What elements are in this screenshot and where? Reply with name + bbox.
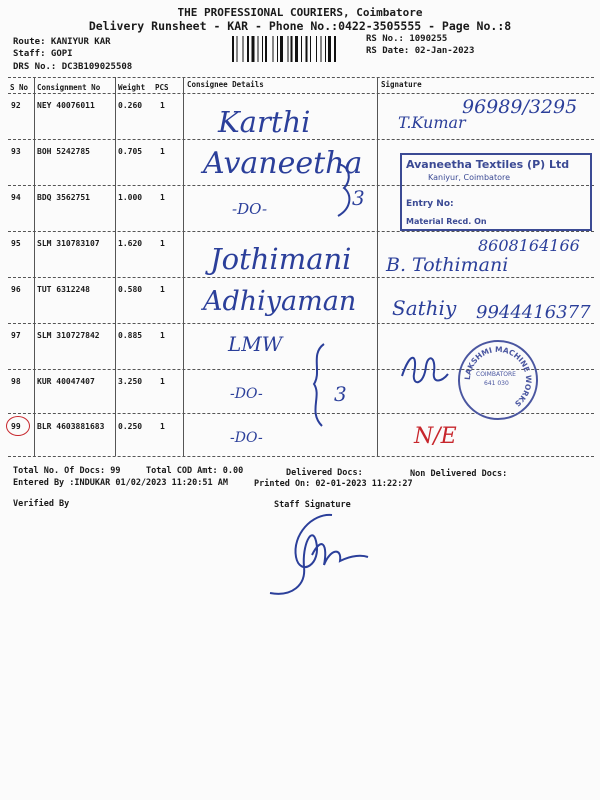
cell-weight: 0.885 (118, 331, 143, 340)
barcode-bar (334, 36, 336, 62)
cell-pcs: 1 (160, 377, 165, 386)
cell-consignment-no: KUR 40047407 (37, 377, 95, 386)
barcode-bar (262, 36, 263, 62)
barcode-bar (306, 36, 308, 62)
column-divider (34, 77, 35, 456)
col-header-sno: S No (10, 83, 29, 92)
barcode-bar (273, 36, 274, 62)
barcode-bar (310, 36, 311, 62)
handwritten-phone: 9944416377 (476, 302, 591, 323)
stamp-entry-label: Entry No: (406, 199, 454, 209)
stamp-company-name: Avaneetha Textiles (P) Ltd (406, 158, 570, 171)
cell-sno: 93 (11, 147, 21, 156)
row-divider (8, 323, 594, 324)
barcode-bar (321, 36, 322, 62)
cell-consignment-no: BOH 5242785 (37, 147, 90, 156)
table-top-rule (8, 77, 594, 78)
route-label: Route: KANIYUR KAR (13, 37, 111, 47)
cell-weight: 0.705 (118, 147, 143, 156)
handwritten-signature-scribble (396, 346, 452, 392)
cell-sno: 98 (11, 377, 21, 386)
staff-signature-label: Staff Signature (274, 500, 351, 510)
cell-weight: 3.250 (118, 377, 143, 386)
cell-consignment-no: BDQ 3562751 (37, 193, 90, 202)
red-circle-mark (6, 416, 30, 436)
cell-pcs: 1 (160, 193, 165, 202)
handwritten-signature: B. Tothimani (386, 254, 509, 276)
entered-by: Entered By :INDUKAR 01/02/2023 11:20:51 AM (13, 478, 228, 488)
col-header-signature: Signature (381, 80, 422, 89)
cell-weight: 0.580 (118, 285, 143, 294)
barcode-bar (252, 36, 255, 62)
runsheet-subtitle: Delivery Runsheet - KAR - Phone No.:0422-3505555 - Page No.:8 (88, 19, 512, 33)
handwritten-signature: Sathiy (392, 296, 457, 320)
barcode-bar (247, 36, 249, 62)
cell-consignment-no: BLR 4603881683 (37, 422, 105, 431)
cell-pcs: 1 (160, 285, 165, 294)
barcode-image (232, 36, 360, 62)
cell-pcs: 1 (160, 331, 165, 340)
rs-date: RS Date: 02-Jan-2023 (366, 46, 475, 56)
column-divider (183, 77, 184, 456)
cell-sno: 97 (11, 331, 21, 340)
handwritten-consignee: Jothimani (210, 242, 352, 276)
stamp-place: Kaniyur, Coimbatore (428, 173, 511, 182)
cell-weight: 0.250 (118, 422, 143, 431)
barcode-bar (237, 36, 238, 62)
barcode-bar (288, 36, 289, 62)
row-divider (8, 231, 594, 232)
barcode-bar (291, 36, 293, 62)
barcode-bar (325, 36, 326, 62)
cell-consignment-no: SLM 310727842 (37, 331, 100, 340)
handwritten-consignee: Avaneetha (203, 146, 363, 181)
staff-label: Staff: GOPI (13, 49, 73, 59)
cell-sno: 99 (11, 422, 21, 431)
handwritten-mark: 3 (352, 186, 365, 210)
col-header-consignee: Consignee Details (187, 80, 264, 89)
handwritten-consignee: -DO- (230, 386, 263, 402)
verified-by-label: Verified By (13, 499, 70, 509)
cell-pcs: 1 (160, 147, 165, 156)
barcode-bar (258, 36, 259, 62)
cell-sno: 95 (11, 239, 21, 248)
company-title: THE PROFESSIONAL COURIERS, Coimbatore (177, 6, 423, 19)
barcode-bar (280, 36, 283, 62)
stamp-ring-text: LAKSHMI MACHINE WORKS (462, 344, 534, 409)
cell-weight: 0.260 (118, 101, 143, 110)
total-docs: Total No. Of Docs: 99 (13, 466, 121, 476)
cell-weight: 1.000 (118, 193, 143, 202)
cell-consignment-no: NEY 40076011 (37, 101, 95, 110)
cell-pcs: 1 (160, 101, 165, 110)
handwritten-signature: T.Kumar (398, 113, 466, 132)
col-header-weight: Weight (118, 83, 146, 92)
printed-on: Printed On: 02-01-2023 11:22:27 (254, 479, 413, 489)
handwritten-consignee: Karthi (218, 105, 311, 139)
staff-signature-scribble (262, 505, 372, 601)
cell-sno: 96 (11, 285, 21, 294)
cell-pcs: 1 (160, 422, 165, 431)
handwritten-consignee: LMW (228, 332, 283, 356)
stamp-center-city: COIMBATORE (476, 371, 516, 378)
cell-weight: 1.620 (118, 239, 143, 248)
cell-consignment-no: TUT 6312248 (37, 285, 90, 294)
delivered-docs: Delivered Docs: (286, 468, 363, 478)
handwritten-consignee: -DO- (232, 200, 268, 218)
cell-sno: 94 (11, 193, 21, 202)
total-cod: Total COD Amt: 0.00 (146, 466, 244, 476)
table-bottom-rule (8, 456, 594, 457)
drs-number: DRS No.: DC3B109025508 (13, 62, 133, 72)
column-divider (377, 77, 378, 456)
stamp-material-label: Material Recd. On (406, 217, 487, 226)
handwritten-phone: 96989/3295 (462, 96, 578, 118)
handwritten-consignee: Adhiyaman (203, 286, 357, 317)
cell-sno: 92 (11, 101, 21, 110)
col-header-pcs: PCS (155, 83, 169, 92)
column-divider (115, 77, 116, 456)
barcode-bar (316, 36, 317, 62)
barcode-bar (243, 36, 244, 62)
handwritten-consignee: -DO- (230, 430, 263, 446)
lmw-stamp (458, 340, 538, 420)
non-delivered-docs: Non Delivered Docs: (410, 469, 508, 479)
cell-consignment-no: SLM 310783107 (37, 239, 100, 248)
cell-pcs: 1 (160, 239, 165, 248)
barcode-bar (277, 36, 278, 62)
handwritten-phone: 8608164166 (478, 236, 580, 255)
col-header-consignment: Consignment No (37, 83, 101, 92)
company-stamp (400, 153, 592, 231)
handwritten-mark: 3 (334, 382, 347, 406)
barcode-bar (301, 36, 302, 62)
barcode-bar (295, 36, 298, 62)
row-divider (8, 139, 594, 140)
barcode-bar (232, 36, 234, 62)
rs-number: RS No.: 1090255 (366, 34, 448, 44)
stamp-center-pin: 641 030 (484, 380, 509, 387)
barcode-bar (265, 36, 267, 62)
header-bottom-rule (8, 93, 594, 94)
not-delivered-mark: N/E (414, 424, 457, 449)
barcode-bar (328, 36, 331, 62)
row-divider (8, 277, 594, 278)
